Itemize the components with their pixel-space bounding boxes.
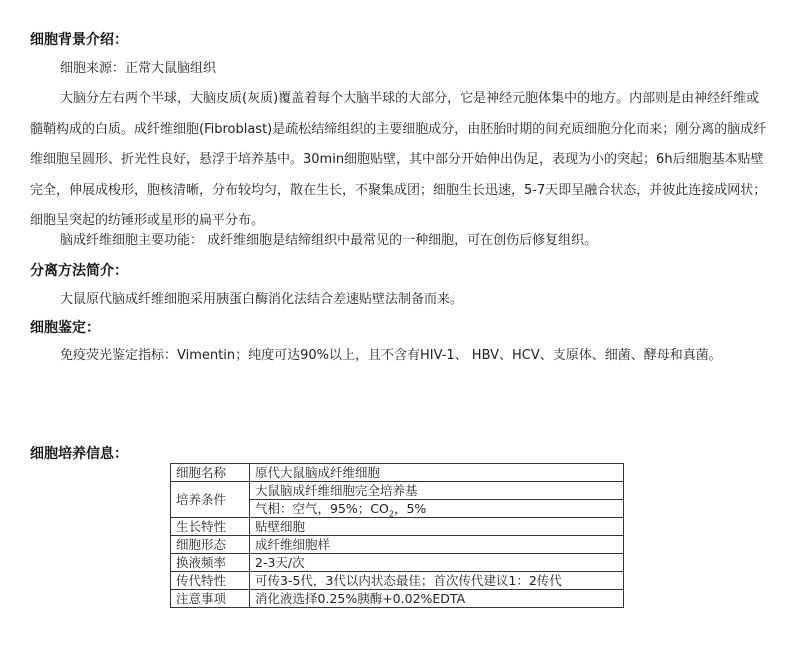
background-heading: 细胞背景介绍： <box>30 32 128 48</box>
gas-value <box>250 500 624 518</box>
table-row <box>171 536 624 554</box>
table-row <box>171 572 624 590</box>
notes-label: 注意事项 <box>171 590 250 608</box>
table-row <box>171 464 624 482</box>
table-row <box>171 590 624 608</box>
growth-value: 贴壁细胞 <box>250 518 624 536</box>
gas-prefix: 气相：空气，95%；CO <box>255 501 389 516</box>
isolation-heading: 分离方法简介： <box>30 263 128 279</box>
conditions-label: 培养条件 <box>171 482 250 518</box>
notes-value: 消化液选择0.25%胰酶+0.02%EDTA <box>250 590 624 608</box>
medium-value: 大鼠脑成纤维细胞完全培养基 <box>250 482 624 500</box>
table-row <box>171 518 624 536</box>
name-label: 细胞名称 <box>171 464 250 482</box>
isolation-text: 大鼠原代脑成纤维细胞采用胰蛋白酶消化法结合差速贴壁法制备而来。 <box>60 292 464 307</box>
passage-value: 可传3-5代，3代以内状态最佳；首次传代建议1：2传代 <box>250 572 624 590</box>
medium-change-label: 换液频率 <box>171 554 250 572</box>
identification-text: 免疫荧光鉴定指标：Vimentin；纯度可达90%以上，且不含有HIV-1、 HBV、HCV、支原体、细菌、酵母和真菌。 <box>60 348 722 363</box>
gas-subscript: 2 <box>388 509 394 518</box>
gas-suffix: ，5% <box>393 501 427 516</box>
culture-heading: 细胞培养信息： <box>30 446 128 462</box>
identification-heading: 细胞鉴定： <box>30 320 100 336</box>
culture-info-table <box>170 463 624 608</box>
table-row <box>171 554 624 572</box>
passage-label: 传代特性 <box>171 572 250 590</box>
function-text: 脑成纤维细胞主要功能： 成纤维细胞是结缔组织中最常见的一种细胞，可在创伤后修复组织。 <box>60 233 598 248</box>
morphology-value: 成纤维细胞样 <box>250 536 624 554</box>
background-description: 大脑分左右两个半球，大脑皮质(灰质)覆盖着每个大脑半球的大部分，它是神经元胞体集中的地方。内部则是由神经纤维或髓鞘构成的白质。成纤维细胞(Fibroblast)是疏松结缔组织的主要细胞成分，由胚胎时期的间充质细胞分化而来；刚分离的脑成纤维细胞呈圆形、折光性良好，悬浮于培养基中。30min细胞贴壁，其中部分开始伸出伪足，表现为小的突起；6h后细胞基本贴壁完全，伸展成梭形，胞核清晰，分布较均匀，散在生长，不聚集成团；细胞生长迅速，5-7天即呈融合状态，并彼此连接成网状；细胞呈突起的纺锤形或星形的扁平分布。 <box>30 91 767 228</box>
cell-source-text: 细胞来源：正常大鼠脑组织 <box>60 61 217 76</box>
morphology-label: 细胞形态 <box>171 536 250 554</box>
growth-label: 生长特性 <box>171 518 250 536</box>
name-value: 原代大鼠脑成纤维细胞 <box>250 464 624 482</box>
medium-change-value: 2-3天/次 <box>250 554 624 572</box>
table-row <box>171 482 624 500</box>
